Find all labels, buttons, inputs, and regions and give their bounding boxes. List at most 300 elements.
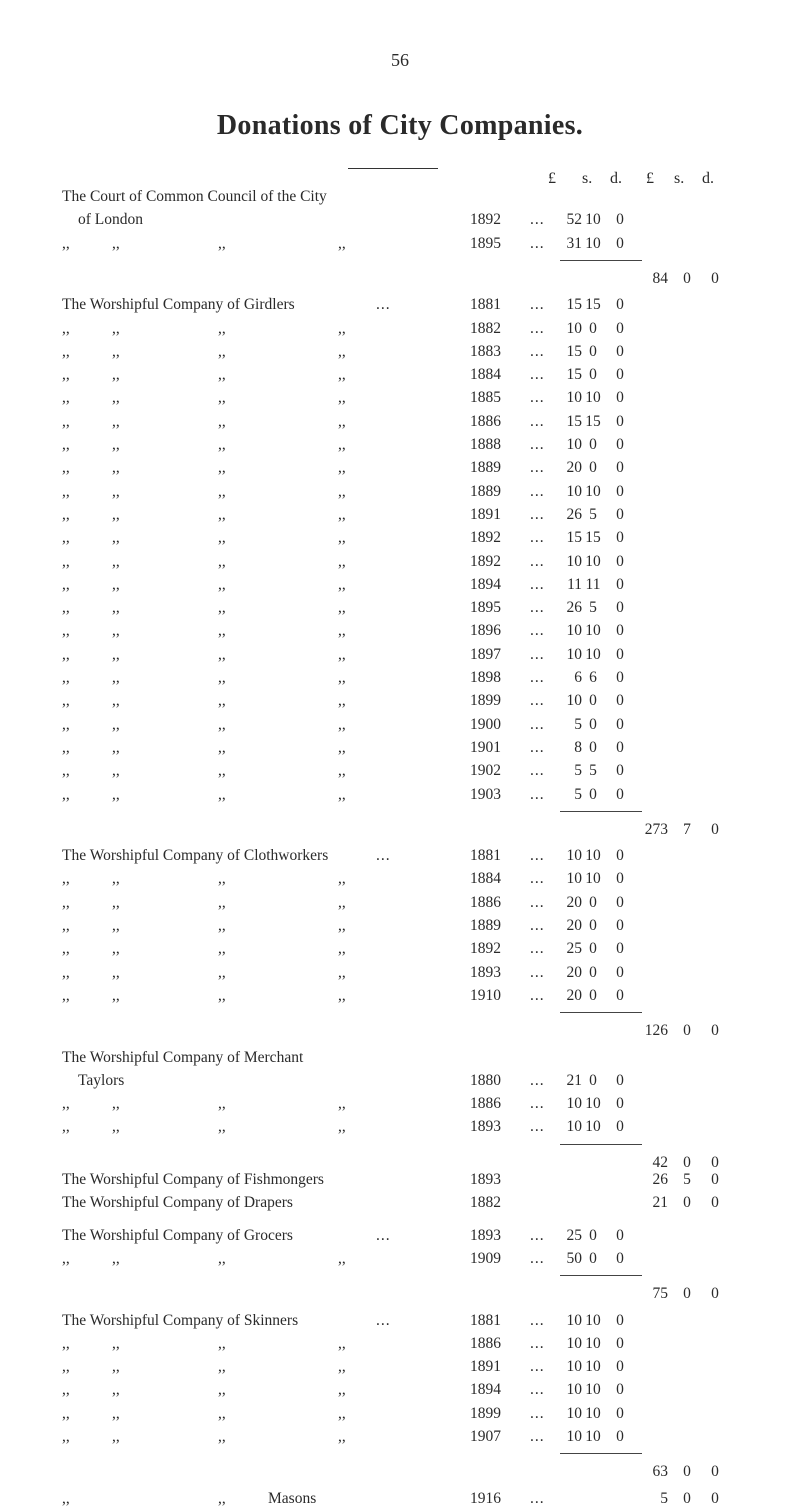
entry-year: 1888 — [470, 436, 501, 453]
donation-row — [0, 504, 800, 526]
donation-row — [0, 551, 800, 573]
leader-dots: ... — [376, 1226, 391, 1244]
leader-dots: ... — [530, 940, 545, 958]
ditto-mark: ,, — [112, 645, 120, 663]
ditto-mark: ,, — [218, 366, 226, 384]
total-pounds: 273 — [644, 820, 668, 838]
total-pence: 0 — [711, 1463, 719, 1481]
company-name: Masons — [268, 1489, 317, 1507]
ditto-mark: ,, — [338, 505, 346, 523]
entry-year: 1910 — [470, 986, 501, 1004]
entry-shillings: 0 — [589, 940, 597, 958]
donation-row — [0, 1310, 800, 1332]
entry-pounds: 10 — [566, 1095, 582, 1113]
ditto-mark: ,, — [218, 1489, 226, 1507]
leader-dots: ... — [530, 319, 545, 337]
ditto-mark: ,, — [62, 986, 70, 1004]
ditto-mark: ,, — [62, 785, 70, 803]
entry-year: 1896 — [470, 622, 501, 640]
leader-dots: ... — [530, 1334, 545, 1352]
entry-shillings: 10 — [585, 211, 601, 229]
ditto-mark: ,, — [218, 1095, 226, 1113]
leader-dots: ... — [530, 645, 545, 663]
ditto-mark: ,, — [112, 622, 120, 640]
entry-pence: 0 — [616, 986, 624, 1004]
header-total-pound: £ — [646, 170, 654, 187]
entry-shillings: 10 — [585, 552, 601, 570]
entry-pounds: 10 — [566, 692, 582, 710]
company-name: The Worshipful Company of Merchant — [62, 1048, 304, 1066]
ditto-mark: ,, — [338, 870, 346, 888]
ditto-mark: ,, — [218, 389, 226, 407]
donation-row — [0, 364, 800, 386]
entry-pence: 0 — [616, 622, 624, 640]
entry-pence: 0 — [616, 1381, 624, 1399]
ditto-mark: ,, — [112, 1334, 120, 1352]
entry-pounds: 10 — [566, 1311, 582, 1329]
ditto-mark: ,, — [62, 342, 70, 360]
ditto-mark: ,, — [112, 738, 120, 756]
entry-pounds: 5 — [574, 715, 582, 733]
subtotal-row — [0, 1020, 800, 1042]
total-pounds: 75 — [652, 1285, 668, 1303]
ditto-mark: ,, — [218, 762, 226, 780]
entry-year: 1886 — [470, 412, 501, 430]
ditto-mark: ,, — [112, 1381, 120, 1399]
leader-dots: ... — [530, 692, 545, 710]
entry-shillings: 11 — [585, 575, 601, 593]
total-shillings: 0 — [683, 1153, 691, 1171]
entry-shillings: 0 — [589, 1226, 597, 1244]
entry-shillings: 10 — [585, 1334, 601, 1352]
entry-pence: 0 — [616, 552, 624, 570]
ditto-mark: ,, — [112, 986, 120, 1004]
ditto-mark: ,, — [218, 575, 226, 593]
ditto-mark: ,, — [62, 622, 70, 640]
ditto-mark: ,, — [62, 1358, 70, 1376]
ditto-mark: ,, — [62, 459, 70, 477]
entry-shillings: 10 — [585, 234, 601, 252]
donation-row — [0, 714, 800, 736]
donation-row — [0, 620, 800, 642]
entry-year: 1899 — [470, 692, 501, 710]
entry-pence: 0 — [616, 1428, 624, 1445]
leader-dots: ... — [530, 893, 545, 911]
header-pence: d. — [610, 170, 622, 187]
entry-pounds: 10 — [566, 1358, 582, 1376]
entry-pounds: 10 — [566, 870, 582, 888]
ditto-mark: ,, — [62, 893, 70, 911]
entry-shillings: 0 — [589, 917, 597, 934]
ditto-mark: ,, — [62, 575, 70, 593]
ditto-mark: ,, — [112, 669, 120, 686]
entry-pence: 0 — [616, 1334, 624, 1352]
ditto-mark: ,, — [338, 342, 346, 360]
entry-pounds: 10 — [566, 389, 582, 407]
entry-shillings: 10 — [585, 389, 601, 407]
leader-dots: ... — [530, 669, 545, 686]
entry-year: 1882 — [470, 1194, 501, 1212]
entry-shillings: 15 — [585, 412, 601, 430]
donation-row — [0, 938, 800, 960]
entry-year: 1916 — [470, 1489, 501, 1507]
donation-row — [0, 690, 800, 712]
ditto-mark: ,, — [338, 366, 346, 384]
entry-shillings: 0 — [589, 692, 597, 710]
entry-pounds: 10 — [566, 1381, 582, 1399]
page-number: 56 — [391, 50, 409, 70]
entry-pounds: 52 — [566, 211, 582, 229]
ditto-mark: ,, — [338, 917, 346, 934]
entry-shillings: 5 — [589, 762, 597, 780]
entry-year: 1885 — [470, 389, 501, 407]
ditto-mark: ,, — [112, 893, 120, 911]
leader-dots: ... — [530, 1489, 545, 1507]
ditto-mark: ,, — [218, 645, 226, 663]
entry-shillings: 6 — [589, 669, 597, 686]
entry-pence: 0 — [616, 599, 624, 617]
entry-pence: 0 — [616, 1095, 624, 1113]
entry-year: 1892 — [470, 529, 501, 547]
entry-year: 1889 — [470, 459, 501, 477]
ditto-mark: ,, — [112, 1358, 120, 1376]
ditto-mark: ,, — [62, 1249, 70, 1267]
entry-year: 1882 — [470, 319, 501, 337]
ditto-mark: ,, — [112, 917, 120, 934]
entry-year: 1891 — [470, 1358, 501, 1376]
donation-row — [0, 915, 800, 937]
ditto-mark: ,, — [112, 1249, 120, 1267]
leader-dots: ... — [530, 552, 545, 570]
ditto-mark: ,, — [338, 986, 346, 1004]
ditto-mark: ,, — [338, 459, 346, 477]
leader-dots: ... — [530, 847, 545, 865]
entry-shillings: 15 — [585, 296, 601, 314]
leader-dots: ... — [530, 1095, 545, 1113]
entry-shillings: 5 — [589, 599, 597, 617]
ditto-mark: ,, — [218, 1358, 226, 1376]
page-title: Donations of City Companies. — [216, 110, 584, 141]
entry-pounds: 15 — [566, 529, 582, 547]
entry-year: 1894 — [470, 1381, 501, 1399]
entry-pounds: 6 — [574, 669, 582, 686]
leader-dots: ... — [530, 785, 545, 803]
ditto-mark: ,, — [338, 1381, 346, 1399]
entry-pence: 0 — [616, 459, 624, 477]
donation-row — [0, 1333, 800, 1355]
subtotal-rule — [560, 1453, 642, 1454]
entry-shillings: 10 — [585, 847, 601, 865]
ditto-mark: ,, — [112, 505, 120, 523]
header-pound: £ — [548, 170, 556, 187]
ditto-mark: ,, — [62, 963, 70, 981]
entry-shillings: 0 — [589, 366, 597, 384]
ditto-mark: ,, — [112, 785, 120, 803]
entry-shillings: 0 — [589, 738, 597, 756]
ditto-mark: ,, — [112, 1404, 120, 1422]
ditto-mark: ,, — [338, 893, 346, 911]
company-row — [0, 1192, 800, 1214]
ditto-mark: ,, — [218, 963, 226, 981]
ditto-mark: ,, — [62, 645, 70, 663]
donation-row — [0, 1356, 800, 1378]
donation-row — [0, 892, 800, 914]
ditto-mark: ,, — [218, 436, 226, 453]
leader-dots: ... — [530, 622, 545, 640]
entry-year: 1900 — [470, 715, 501, 733]
ditto-mark: ,, — [112, 1118, 120, 1136]
entry-pence: 0 — [616, 436, 624, 453]
total-pounds: 5 — [660, 1489, 668, 1507]
ditto-mark: ,, — [62, 234, 70, 252]
leader-dots: ... — [530, 963, 545, 981]
entry-year: 1902 — [470, 762, 501, 780]
entry-year: 1892 — [470, 211, 501, 229]
ditto-mark: ,, — [338, 645, 346, 663]
leader-dots: ... — [530, 529, 545, 547]
company-name: The Worshipful Company of Grocers — [62, 1226, 293, 1244]
entry-pence: 0 — [616, 505, 624, 523]
company-name: The Worshipful Company of Clothworkers — [62, 847, 329, 865]
ditto-mark: ,, — [218, 893, 226, 911]
ditto-mark: ,, — [338, 1334, 346, 1352]
ditto-mark: ,, — [338, 692, 346, 710]
total-shillings: 0 — [683, 1194, 691, 1212]
leader-dots: ... — [530, 762, 545, 780]
entry-pounds: 26 — [566, 505, 582, 523]
entry-pounds: 5 — [574, 762, 582, 780]
ditto-mark: ,, — [218, 692, 226, 710]
ditto-mark: ,, — [62, 692, 70, 710]
leader-dots: ... — [376, 847, 391, 865]
donation-row — [0, 411, 800, 433]
ditto-mark: ,, — [338, 234, 346, 252]
company-name: The Worshipful Company of Fishmongers — [62, 1171, 324, 1188]
company-name: Taylors — [78, 1071, 125, 1089]
ditto-mark: ,, — [338, 412, 346, 430]
company-name: The Court of Common Council of the City — [62, 188, 327, 205]
total-pence: 0 — [711, 1194, 719, 1212]
entry-shillings: 0 — [589, 342, 597, 360]
ditto-mark: ,, — [112, 1428, 120, 1445]
entry-year: 1889 — [470, 917, 501, 934]
leader-dots: ... — [530, 1071, 545, 1089]
entry-year: 1897 — [470, 645, 501, 663]
total-pence: 0 — [711, 1285, 719, 1303]
ditto-mark: ,, — [112, 234, 120, 252]
ditto-mark: ,, — [62, 1095, 70, 1113]
entry-pounds: 15 — [566, 296, 582, 314]
ditto-mark: ,, — [338, 599, 346, 617]
entry-year: 1898 — [470, 669, 501, 686]
leader-dots: ... — [530, 1428, 545, 1445]
company-name: The Worshipful Company of Girdlers — [62, 296, 295, 314]
entry-shillings: 0 — [589, 785, 597, 803]
company-row — [0, 1169, 800, 1191]
subtotal-rule — [560, 1144, 642, 1145]
leader-dots: ... — [530, 436, 545, 453]
entry-pence: 0 — [616, 785, 624, 803]
entry-year: 1893 — [470, 963, 501, 981]
entry-pounds: 10 — [566, 552, 582, 570]
ditto-mark: ,, — [62, 319, 70, 337]
ditto-mark: ,, — [338, 738, 346, 756]
entry-year: 1892 — [470, 940, 501, 958]
entry-year: 1884 — [470, 366, 501, 384]
total-pence: 0 — [711, 1489, 719, 1507]
entry-shillings: 0 — [589, 459, 597, 477]
ditto-mark: ,, — [62, 389, 70, 407]
entry-pence: 0 — [616, 738, 624, 756]
company-name: The Worshipful Company of Skinners — [62, 1311, 299, 1329]
total-shillings: 0 — [683, 1285, 691, 1303]
leader-dots: ... — [530, 1118, 545, 1136]
donation-row — [0, 1116, 800, 1138]
title-underline — [348, 168, 438, 169]
ditto-mark: ,, — [338, 669, 346, 686]
ditto-mark: ,, — [338, 1095, 346, 1113]
entry-pence: 0 — [616, 940, 624, 958]
entry-pounds: 10 — [566, 436, 582, 453]
entry-year: 1886 — [470, 1334, 501, 1352]
subtotal-rule — [560, 811, 642, 812]
donation-row — [0, 574, 800, 596]
donation-row — [0, 845, 800, 867]
donation-row — [0, 737, 800, 759]
entry-year: 1891 — [470, 505, 501, 523]
donation-row — [0, 962, 800, 984]
ditto-mark: ,, — [62, 366, 70, 384]
company-row — [0, 1488, 800, 1510]
ditto-mark: ,, — [338, 762, 346, 780]
entry-year: 1880 — [470, 1071, 501, 1089]
entry-shillings: 0 — [589, 1071, 597, 1089]
ditto-mark: ,, — [62, 529, 70, 547]
entry-pence: 0 — [616, 412, 624, 430]
subtotal-row — [0, 268, 800, 290]
entry-pence: 0 — [616, 211, 624, 229]
entry-shillings: 10 — [585, 1095, 601, 1113]
entry-pence: 0 — [616, 893, 624, 911]
entry-pence: 0 — [616, 870, 624, 888]
entry-pounds: 15 — [566, 412, 582, 430]
ditto-mark: ,, — [338, 1404, 346, 1422]
ditto-mark: ,, — [338, 552, 346, 570]
entry-pence: 0 — [616, 529, 624, 547]
ditto-mark: ,, — [218, 1118, 226, 1136]
ditto-mark: ,, — [112, 552, 120, 570]
leader-dots: ... — [530, 1358, 545, 1376]
entry-shillings: 10 — [585, 622, 601, 640]
ditto-mark: ,, — [62, 599, 70, 617]
ditto-mark: ,, — [218, 599, 226, 617]
ditto-mark: ,, — [62, 669, 70, 686]
ditto-mark: ,, — [218, 319, 226, 337]
total-pounds: 21 — [652, 1194, 668, 1212]
entry-pounds: 31 — [566, 234, 582, 252]
total-pounds: 63 — [652, 1463, 668, 1481]
ditto-mark: ,, — [338, 785, 346, 803]
ditto-mark: ,, — [62, 1381, 70, 1399]
leader-dots: ... — [530, 715, 545, 733]
ditto-mark: ,, — [218, 459, 226, 477]
ditto-mark: ,, — [218, 622, 226, 640]
ditto-mark: ,, — [62, 482, 70, 500]
ditto-mark: ,, — [112, 366, 120, 384]
ditto-mark: ,, — [338, 389, 346, 407]
ditto-mark: ,, — [62, 1428, 70, 1445]
subtotal-rule — [560, 1012, 642, 1013]
leader-dots: ... — [530, 342, 545, 360]
entry-pence: 0 — [616, 692, 624, 710]
leader-dots: ... — [530, 412, 545, 430]
ditto-mark: ,, — [112, 575, 120, 593]
ditto-mark: ,, — [218, 412, 226, 430]
entry-pounds: 20 — [566, 963, 582, 981]
entry-pence: 0 — [616, 296, 624, 314]
entry-shillings: 10 — [585, 1311, 601, 1329]
total-shillings: 0 — [683, 1463, 691, 1481]
ditto-mark: ,, — [112, 692, 120, 710]
ditto-mark: ,, — [62, 1489, 70, 1507]
leader-dots: ... — [530, 389, 545, 407]
header-total-pence: d. — [702, 170, 714, 187]
entry-year: 1886 — [470, 893, 501, 911]
entry-shillings: 10 — [585, 870, 601, 888]
donation-row — [0, 1093, 800, 1115]
donation-row — [0, 481, 800, 503]
entry-year: 1883 — [470, 342, 501, 360]
leader-dots: ... — [530, 1381, 545, 1399]
donation-row — [0, 434, 800, 456]
donation-row — [0, 784, 800, 806]
company-name: of London — [78, 211, 144, 229]
ditto-mark: ,, — [218, 482, 226, 500]
entry-pounds: 10 — [566, 1428, 582, 1445]
total-pence: 0 — [711, 1022, 719, 1040]
total-shillings: 0 — [683, 1489, 691, 1507]
donation-row — [0, 527, 800, 549]
entry-pence: 0 — [616, 234, 624, 252]
donation-row — [0, 294, 800, 316]
ditto-mark: ,, — [218, 1249, 226, 1267]
entry-pence: 0 — [616, 645, 624, 663]
entry-pounds: 50 — [566, 1249, 582, 1267]
ditto-mark: ,, — [62, 436, 70, 453]
ditto-mark: ,, — [218, 669, 226, 686]
ditto-mark: ,, — [62, 1404, 70, 1422]
entry-shillings: 0 — [589, 963, 597, 981]
entry-pounds: 10 — [566, 645, 582, 663]
entry-shillings: 0 — [589, 436, 597, 453]
ditto-mark: ,, — [62, 917, 70, 934]
ditto-mark: ,, — [338, 319, 346, 337]
donation-row — [0, 1379, 800, 1401]
leader-dots: ... — [530, 599, 545, 617]
entry-year: 1899 — [470, 1404, 501, 1422]
total-shillings: 0 — [683, 269, 691, 287]
total-pence: 0 — [711, 1153, 719, 1171]
leader-dots: ... — [530, 1404, 545, 1422]
total-shillings: 7 — [683, 820, 691, 838]
donation-row — [0, 985, 800, 1007]
entry-pounds: 5 — [574, 785, 582, 803]
ditto-mark: ,, — [112, 940, 120, 958]
total-pence: 0 — [711, 820, 719, 838]
subtotal-row — [0, 1283, 800, 1305]
ditto-mark: ,, — [338, 529, 346, 547]
entry-shillings: 15 — [585, 529, 601, 547]
